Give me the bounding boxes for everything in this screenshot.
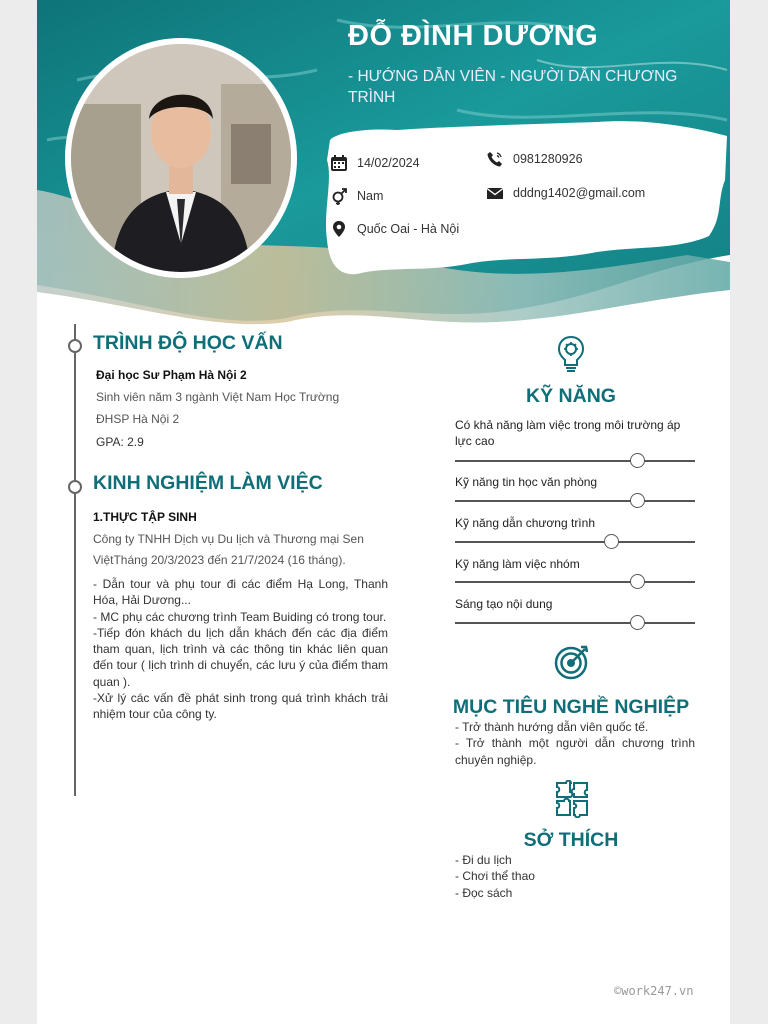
hobby-item: - Đi du lịch	[455, 853, 512, 867]
contact-gender	[330, 187, 383, 205]
calendar-icon	[330, 154, 348, 172]
job-title: - HƯỚNG DẪN VIÊN - NGƯỜI DẪN CHƯƠNG TRÌNH	[348, 68, 678, 106]
location-pin-icon	[330, 220, 348, 238]
envelope-icon	[486, 184, 504, 202]
experience-role: 1.THỰC TẬP SINH	[93, 510, 197, 524]
profile-photo	[65, 38, 297, 278]
watermark: ©work247.vn	[614, 984, 694, 998]
person-illustration	[71, 44, 291, 272]
gender-value: Nam	[357, 189, 384, 203]
phone-value: 0981280926	[513, 152, 583, 166]
skill-bar	[455, 460, 695, 462]
candidate-name: ĐỖ ĐÌNH DƯƠNG	[348, 20, 599, 52]
education-heading: TRÌNH ĐỘ HỌC VẤN	[93, 332, 283, 354]
cv-page	[37, 0, 730, 1024]
skill-label: Kỹ năng làm việc nhóm	[455, 557, 580, 571]
skill-bar	[455, 541, 695, 543]
dob-value: 14/02/2024	[357, 156, 420, 170]
skill-level-knob	[630, 574, 645, 589]
puzzle-icon	[554, 780, 590, 818]
address-value: Quốc Oai - Hà Nội	[357, 222, 460, 236]
skill-label: Có khả năng làm việc trong môi trường áp lực cao	[455, 418, 681, 448]
gender-icon	[330, 187, 348, 205]
skills-heading: KỸ NĂNG	[526, 385, 616, 407]
hobby-item: - Chơi thể thao	[455, 869, 535, 884]
timeline-dot-experience	[68, 480, 82, 494]
skill-label: Sáng tạo nội dung	[455, 597, 553, 611]
email-value: dddng1402@gmail.com	[513, 186, 646, 200]
objective-text: - Trở thành hướng dẫn viên quốc tế. - Trở thành một người dẫn chương trình chuyên nghiệp.	[455, 720, 695, 767]
contact-dob	[330, 154, 420, 172]
contact-address	[330, 220, 459, 238]
contact-phone	[486, 150, 583, 168]
phone-icon	[486, 150, 504, 168]
education-line-1: Sinh viên năm 3 ngành Việt Nam Học Trường	[96, 390, 340, 404]
experience-description: - Dẫn tour và phụ tour đi các điểm Hạ Long, Thanh Hóa, Hải Dương... - MC phụ các chương trình Team Buiding có trong tour. -Tiếp đón khách du lịch dẫn khách đến các địa điểm tham quan, lịch trình và các thông tin khác liên quan đến tour ( lịch trình di chuyển, các lưu ý của điểm tham quan ). -Xử lý các vấn đề phát sinh trong quá trình khách trải nhiệm tour của công ty.	[93, 577, 388, 722]
education-line-2: ĐHSP Hà Nội 2	[96, 412, 180, 426]
lightbulb-icon	[555, 334, 587, 374]
school-name: Đại học Sư Phạm Hà Nội 2	[96, 368, 247, 382]
skill-level-knob	[630, 453, 645, 468]
timeline-line	[74, 324, 76, 796]
experience-heading: KINH NGHIỆM LÀM VIỆC	[93, 472, 323, 494]
experience-company-line-1: Công ty TNHH Dịch vụ Du lịch và Thương mại Sen	[93, 532, 364, 546]
objective-heading: MỤC TIÊU NGHỀ NGHIỆP	[452, 696, 690, 718]
timeline-dot-education	[68, 339, 82, 353]
target-icon	[553, 643, 591, 681]
skill-bar	[455, 500, 695, 502]
experience-company-line-2: ViệtTháng 20/3/2023 đến 21/7/2024 (16 tháng).	[93, 553, 346, 567]
skill-label: Kỹ năng tin học văn phòng	[455, 475, 598, 489]
skill-bar	[455, 581, 695, 583]
education-gpa: GPA: 2.9	[96, 435, 144, 449]
skill-level-knob	[630, 493, 645, 508]
skill-label: Kỹ năng dẫn chương trình	[455, 516, 595, 530]
skill-level-knob	[604, 534, 619, 549]
skill-level-knob	[630, 615, 645, 630]
hobbies-heading: SỞ THÍCH	[523, 829, 619, 851]
contact-email	[486, 184, 645, 202]
skill-bar	[455, 622, 695, 624]
hobbies-list	[455, 852, 535, 901]
hobby-item: - Đọc sách	[455, 885, 513, 900]
